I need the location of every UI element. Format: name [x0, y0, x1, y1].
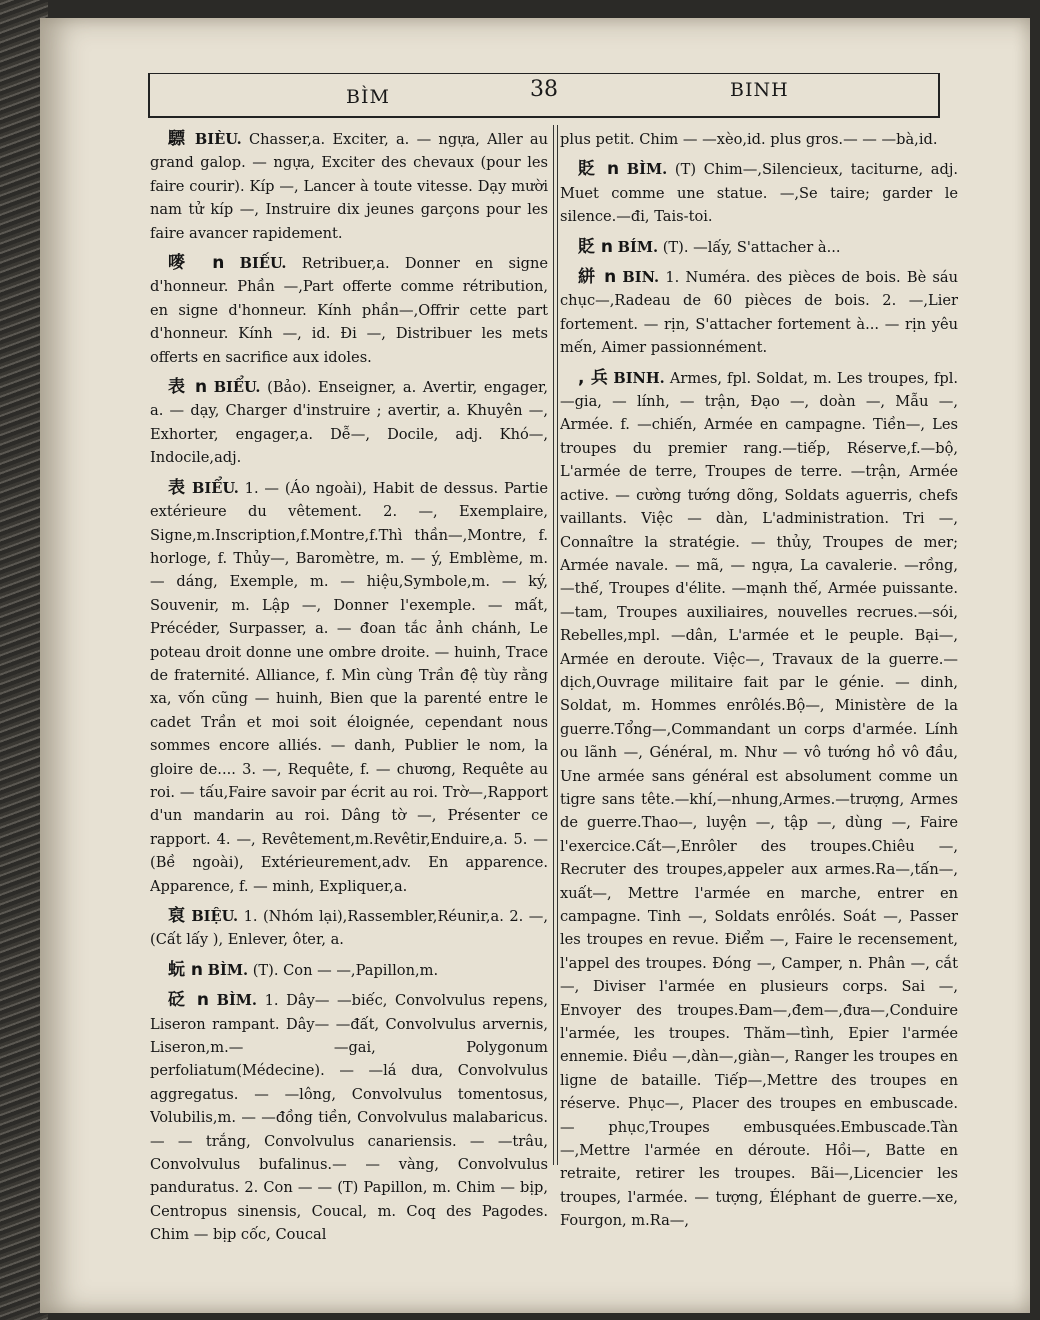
entry-definition: Armes, fpl. Soldat, m. Les troupes, fpl.—gia, — lính, — trận, Đạo —, doàn —, Mẫu —, Armée. f. —chiến, Armée en campagne. Tiền—, Les troupes du premier rang.—tiếp, Réserve,f.—bộ, L'armée de terre, Troupes de terre. —trận, Armée active. — cường tướng dõng, Soldats aguerris, chefs vaillants. Việc — dàn, L'administration. Tri —, Connaître la stratégie. — thủy, Troupes de mer; Armée navale. — mã, — ngựa, La cavalerie. —rồng, —thế, Troupes d'élite. —mạnh thế, Armée puissante.—tam, Troupes auxiliaires, nouvelles recrues.—sói, Rebelles,mpl. —dân, L'armée et le peuple. Bại—, Armée en deroute. Việc—, Travaux de la guerre.—dịch,Ouvrage militaire fait par le génie. — dinh, Soldat, m. Hommes enrôlés.Bộ—, Ministère de la guerre.Tổng—,Commandant un corps d'armée. Lính ou lãnh —, Général, m. Như — vô tướng hồ vô đầu, Une armée sans général est absolument comme un tigre sans tête.—khí,—nhung,Armes.—trượng, Armes de guerre.Thao—, luyện —, tập —, dùng —, Faire l'exercice.Cất—,Enrôler des troupes.Chiêu —, Recruter des troupes,appeler aux armes.Ra—,tấn—, xuất—, Mettre l'armée en marche, entrer en campagne. Tinh —, Soldats enrôlés. Soát —, Passer les troupes en revue. Điểm —, Faire le recensement, l'appel des troupes. Đóng —, Camper, n. Phân —, cắt—, Diviser l'armée en plusieurs corps. Sai —, Envoyer des troupes.Đam—,đem—,đưa—,Conduire l'armée, les troupes. Thăm—tình, Epier l'armée ennemie. Điều —,dàn—,giàn—, Ranger les troupes en ligne de bataille. Tiếp—,Mettre des troupes en réserve. Phục—, Placer des troupes en embuscade. — phục,Troupes embusquées.Embuscade.Tàn—,Mettre l'armée en déroute. Hồi—, Batte en retraite, retirer les troupes. Bãi—,Licencier les troupes, l'armée. — tượng, Éléphant de guerre.—xe, Fourgon, m.Ra—,	[560, 369, 958, 1230]
entry-character: 貶 n	[578, 236, 614, 257]
entry-character: 貶 n	[578, 159, 620, 180]
right-column	[560, 128, 958, 1288]
dictionary-entry	[150, 905, 548, 952]
entry-definition: 1. Dây— —biếc, Convolvulus repens, Liseron rampant. Dây— —đất, Convolvulus arvernis, Liseron,m.— —gai, Polygonum perfoliatum(Médecine). — —lá dưa, Convolvulus aggregatus. — —lông, Convolvulus tomentosus, Volubilis,m. — —đồng tiền, Convolvulus malabaricus. — — trắng, Convolvulus canariensis. — —trâu, Convolvulus bufalinus.— — vàng, Convolvulus panduratus. 2. Con — — (T) Papillon, m. Chim — bịp, Centropus sinensis, Coucal, m. Coq des Pagodes. Chim — bịp cốc, Coucal	[150, 992, 548, 1244]
dictionary-entry	[560, 266, 958, 360]
entry-headword: BIỂU.	[192, 479, 239, 497]
dictionary-entry	[560, 128, 958, 151]
entry-headword: BÌM.	[207, 961, 249, 979]
entry-definition: Retribuer,a. Donner en signe d'honneur. Phần —,Part offerte comme rétribution, en signe d'honneur. Kính phần—,Offrir cette part d'honneur. Kính —, id. Đi —, Distribuer les mets offerts en sacrifice aux idoles.	[150, 255, 548, 366]
entry-definition: 1. (Nhóm lại),Rassembler,Réunir,a. 2. —, (Cất lấy ), Enlever, ôter, a.	[150, 908, 548, 949]
entry-character: , 兵	[578, 367, 609, 388]
entry-character: 蚖 n	[168, 959, 204, 980]
entry-character: 嘜 n	[168, 253, 225, 274]
entry-character: 裒	[168, 906, 186, 926]
entry-definition: 1. Numéra. des pièces de bois. Bè sáu chục—,Radeau de 60 pièces de bois. 2. —,Lier fortement. — rịn, S'attacher fortement à... — rịn yêu mến, Aimer passionnément.	[560, 269, 958, 357]
dictionary-entry	[150, 252, 548, 369]
entry-definition: Chasser,a. Exciter, a. — ngựa, Aller au grand galop. — ngựa, Exciter des chevaux (pour les faire courir). Kíp —, Lancer à toute vitesse. Dạy mười nam tử kíp —, Instruire dix jeunes garçons pour les faire avancer rapidement.	[150, 131, 548, 242]
entry-headword: BIỆU.	[191, 908, 239, 925]
dictionary-entry	[150, 477, 548, 898]
entry-headword: BIẾU.	[239, 255, 287, 273]
entry-character: 砭 n	[168, 990, 209, 1011]
entry-headword: BINH.	[613, 369, 665, 387]
dictionary-entry	[560, 158, 958, 228]
entry-character: 表	[168, 477, 187, 498]
entry-headword: BIỂU.	[213, 379, 261, 397]
dictionary-entry	[560, 367, 958, 1233]
entry-definition: (Bảo). Enseigner, a. Avertir, engager, a. — dạy, Charger d'instruire ; avertir, a. Khuyên —, Exhorter, engager,a. Dễ—, Docile, adj. Khó—, Indocile,adj.	[150, 379, 548, 467]
page-number: 38	[530, 77, 558, 102]
dictionary-entry	[560, 236, 958, 259]
entry-headword: BÌM.	[626, 161, 668, 179]
entry-character: 絣 n	[578, 267, 617, 288]
entry-headword: BÌM.	[216, 992, 258, 1010]
entry-definition: (T). Con — —,Papillon,m.	[252, 961, 439, 979]
entry-headword: BÍM.	[617, 238, 659, 256]
entry-character: 表 n	[168, 377, 208, 398]
left-column	[150, 128, 548, 1288]
entry-character: 驃	[168, 129, 188, 149]
header-right-guide-word: BINH	[730, 79, 789, 101]
entry-headword: BIÈU.	[194, 131, 242, 148]
dictionary-entry	[150, 376, 548, 470]
entry-definition: 1. — (Áo ngoài), Habit de dessus. Partie extérieure du vêtement. 2. —, Exemplaire, Signe,m.Inscription,f.Montre,f.Thì thần—,Montre, f. horloge, f. Thủy—, Baromètre, m. — ý, Emblème, m. — dáng, Exemple, m. — hiệu,Symbole,m. — ký, Souvenir, m. Lập —, Donner l'exemple. — mất, Précéder, Surpasser, a. — đoan tắc ảnh chánh, Le poteau droit donne une ombre droite. — huinh, Trace de fraternité. Alliance, f. Mìn cùng Trần đệ tùy rằng xa, vốn cũng — huinh, Bien que la parenté entre le cadet Trần et moi soit éloignée, cependant nous sommes encore alliés. — danh, Publier le nom, la gloire de.... 3. —, Requête, f. — chương, Requête au roi. — tấu,Faire savoir par écrit au roi. Trờ—,Rapport d'un mandarin au roi. Dâng tờ —, Présenter ce rapport. 4. —, Revêtement,m.Revêtir,Enduire,a. 5. —(Bề ngoài), Extérieurement,adv. En apparence. Apparence, f. — minh, Expliquer,a.	[150, 479, 548, 895]
dictionary-entry	[150, 989, 548, 1246]
dictionary-entry	[150, 959, 548, 982]
entry-definition: (T) Chim—,Silencieux, taciturne, adj. Muet comme une statue. —,Se taire; garder le silence.—đi, Tais-toi.	[560, 161, 958, 226]
running-header	[148, 73, 940, 118]
header-left-guide-word: BÌM	[346, 86, 390, 108]
dictionary-entry	[150, 128, 548, 245]
entry-headword: BIN.	[622, 269, 660, 287]
column-divider	[553, 125, 558, 1165]
entry-definition: (T). —lấy, S'attacher à...	[662, 238, 841, 256]
entry-definition: plus petit. Chim — —xèo,id. plus gros.— — —bà,id.	[560, 131, 938, 148]
